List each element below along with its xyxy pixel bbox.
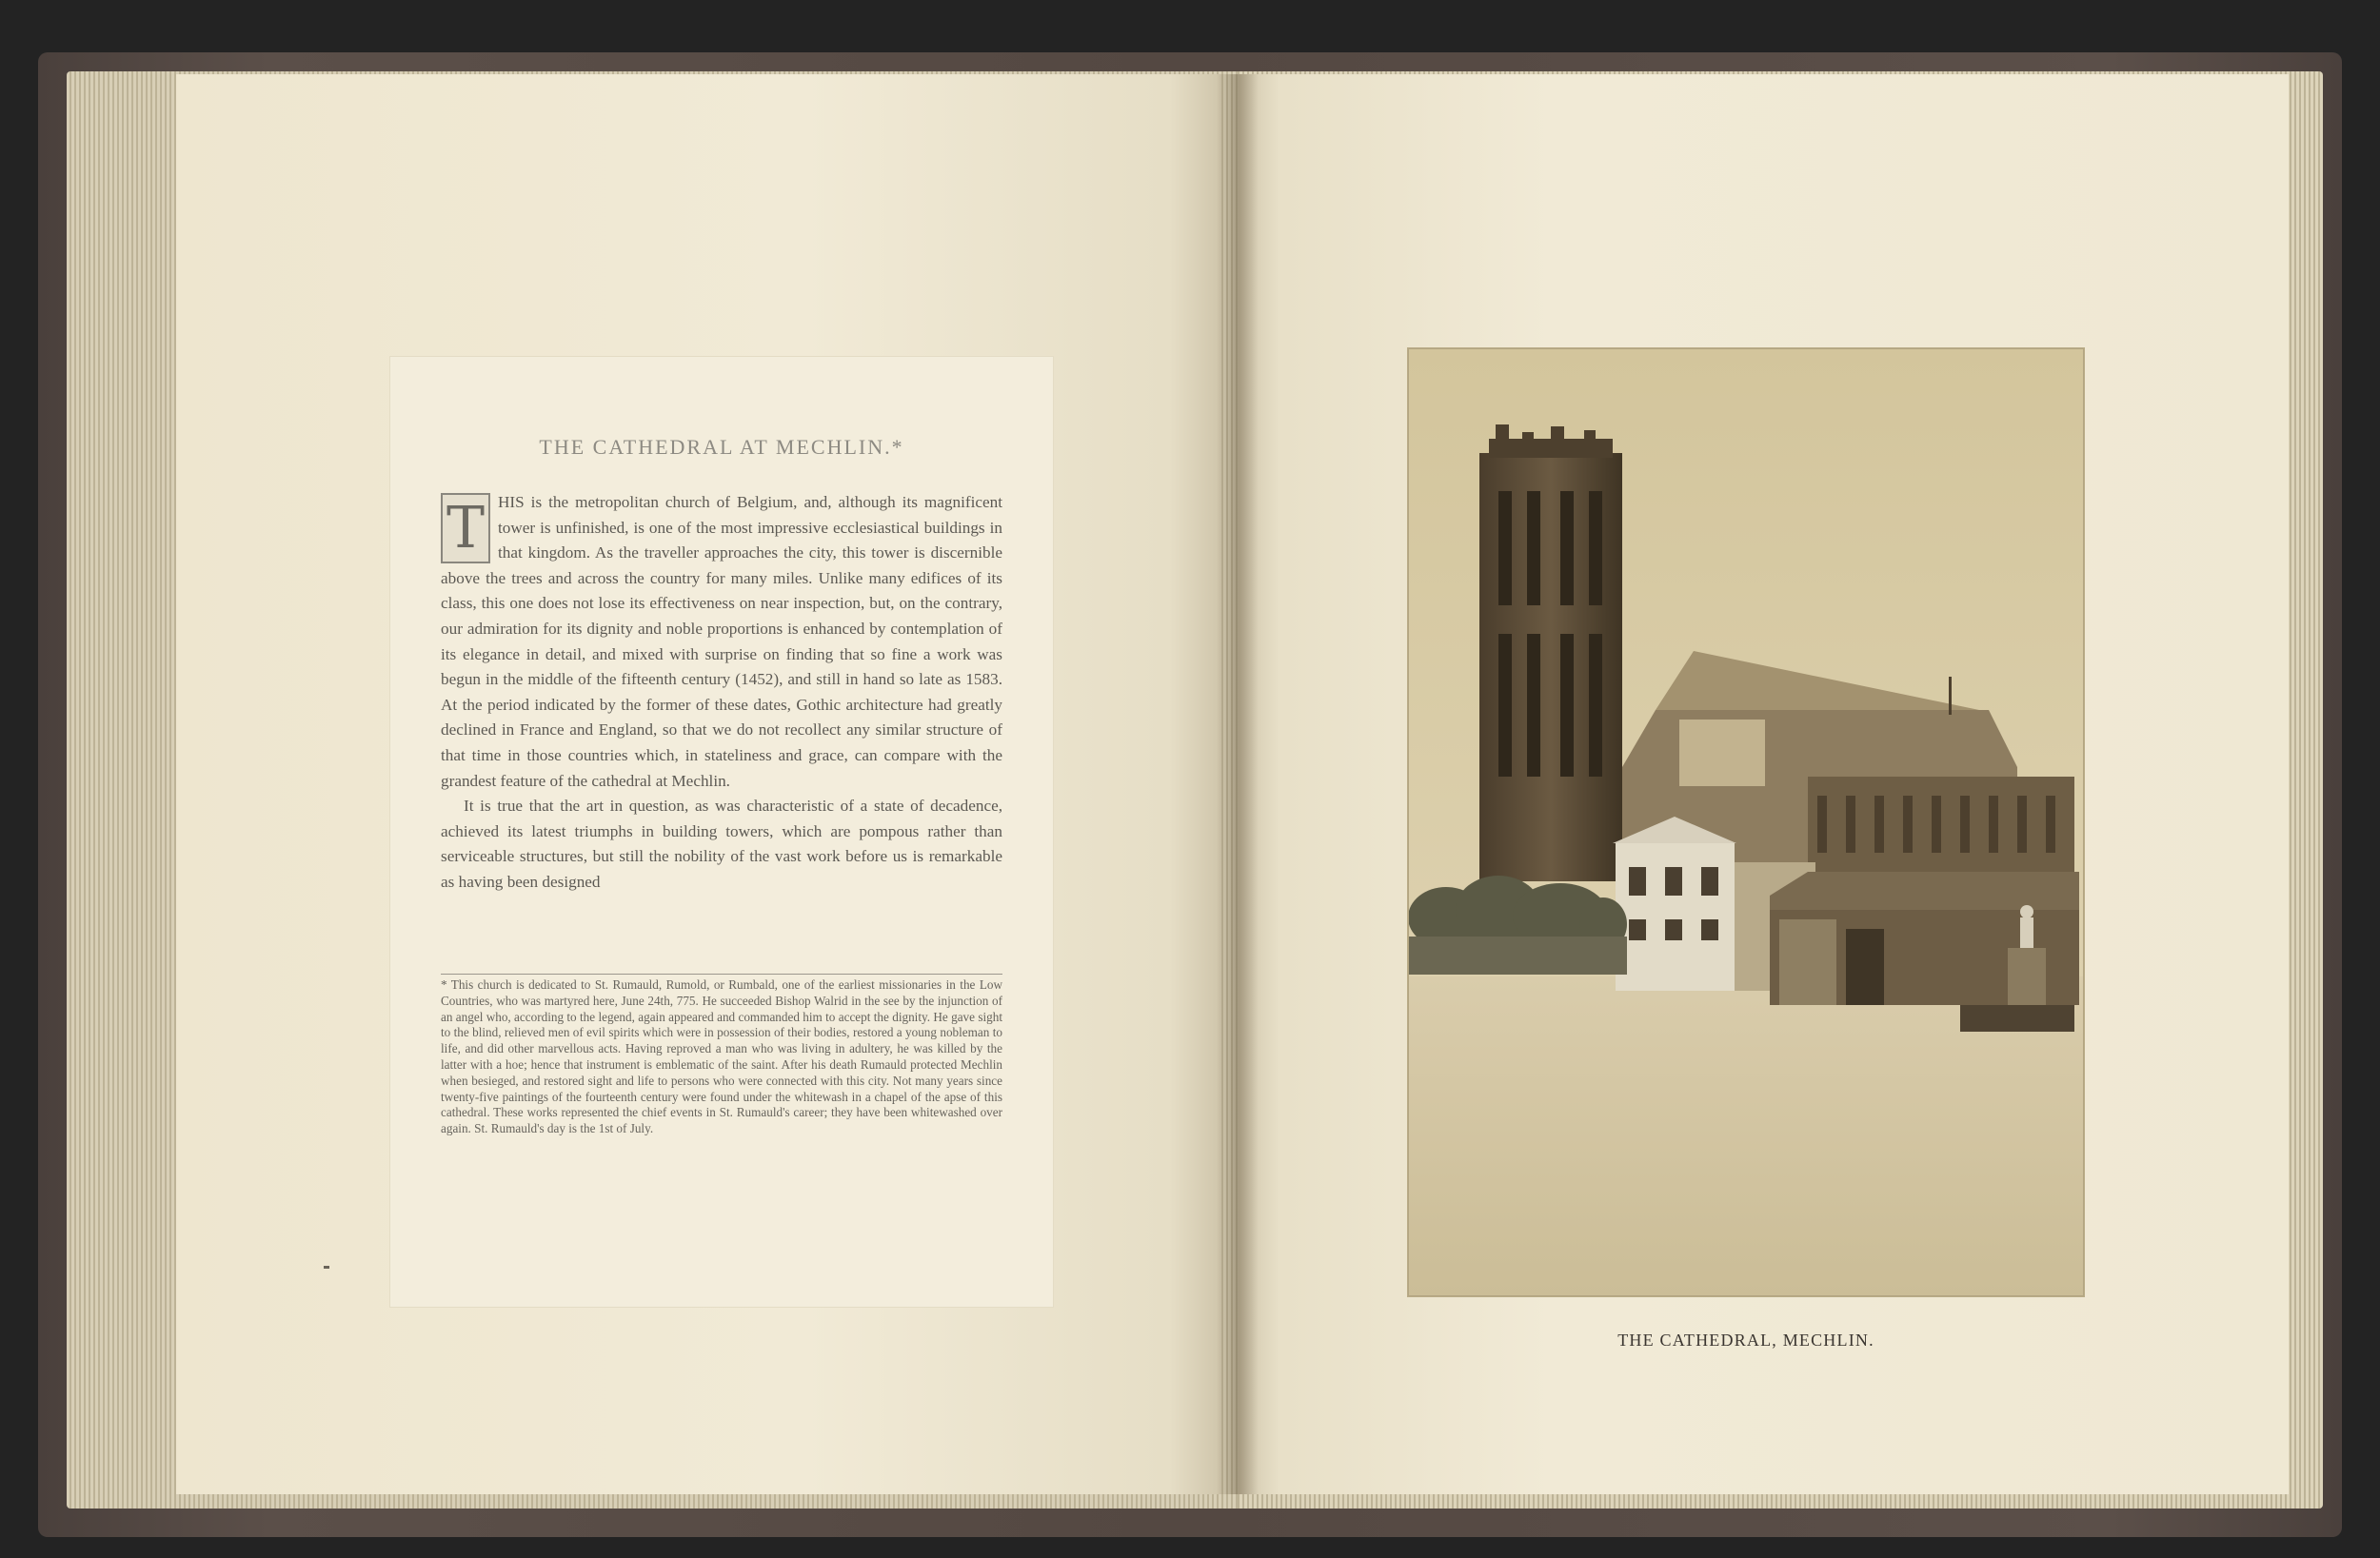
cathedral-photograph — [1408, 348, 2084, 1296]
text-sheet — [390, 357, 1053, 1307]
page-title: THE CATHEDRAL AT MECHLIN.* — [539, 435, 904, 459]
paragraph-2: It is true that the art in question, as was characteristic of a state of decadence, achieved its latest triumphs in building towers, which are pompous rather than serviceable structures, but still the nobility of the vast work before us is remarkable as having been designed — [441, 797, 1002, 891]
footnote-rule — [441, 974, 1002, 975]
footnote: * This church is dedicated to St. Rumauld, Rumold, or Rumbald, one of the earliest missionaries in the Low Countries, who was martyred here, June 24th, 775. He succeeded Bishop Walrid in the see by the injunction of an angel who, according to the legend, again appeared and commanded him to accept the dignity. He gave sight to the blind, relieved men of evil spirits which were in possession of their bodies, restored a young nobleman to life, and did other marvellous acts. Having reproved a man who was living in adultery, he was killed by the latter with a hoe; hence that instrument is emblematic of the saint. After his death Rumauld protected Mechlin when besieged, and restored sight and life to persons who were connected with this city. Not many years since twenty-five paintings of the fourteenth century were found under the whitewash in a chapel of the apse of this cathedral. These works represented the chief events in St. Rumauld's career; they have been whitewashed over again. St. Rumauld's day is the 1st of July. — [441, 977, 1002, 1136]
paragraph-1 — [441, 490, 1002, 794]
drop-cap: T — [441, 493, 490, 563]
photo-caption: THE CATHEDRAL, MECHLIN. — [1617, 1331, 1874, 1350]
paragraph-1-text: HIS is the metropolitan church of Belgium, and, although its magnificent tower is unfinished, is one of the most impressive ecclesiastical buildings in that kingdom. As the traveller approaches the city, this tower is discernible above the trees and across the country for many miles. Unlike many edifices of its class, this one does not lose its effectiveness on near inspection, but, on the contrary, our admiration for its dignity and noble proportions is enhanced by contemplation of its elegance in detail, and mixed with surprise on finding that so fine a work was begun in the middle of the fifteenth century (1452), and still in hand so late as 1583. At the period indicated by the former of these dates, Gothic architecture had greatly declined in France and England, so that we do not recollect any similar structure of that time in those countries which, in stateliness and grace, can compare with the grandest feature of the cathedral at Mechlin. — [441, 493, 1002, 790]
body-text — [441, 490, 1002, 896]
book-gutter — [1217, 74, 1259, 1494]
tower — [1479, 424, 1622, 881]
page-mark — [324, 1266, 329, 1269]
cathedral-illustration — [1408, 348, 2084, 1296]
